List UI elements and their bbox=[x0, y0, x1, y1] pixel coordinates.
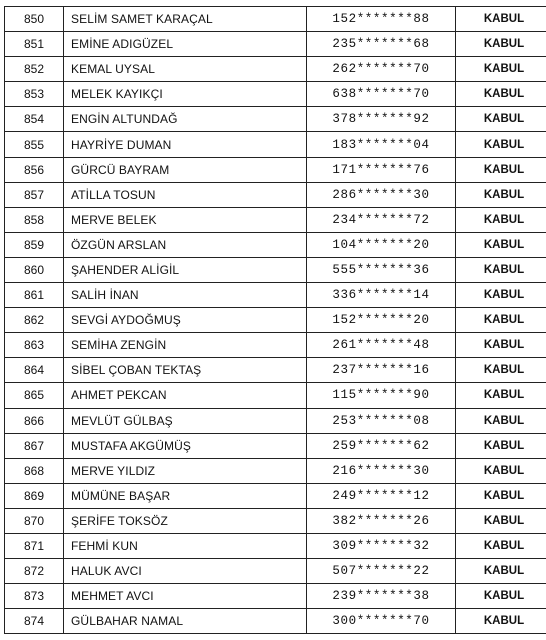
table-row bbox=[5, 559, 546, 584]
applicant-name-cell: ŞAHENDER ALİGİL bbox=[64, 257, 307, 282]
status-cell: KABUL bbox=[456, 257, 546, 282]
table-row bbox=[5, 408, 546, 433]
applicant-name-cell: SEMİHA ZENGİN bbox=[64, 333, 307, 358]
table-body bbox=[5, 7, 546, 634]
status-cell: KABUL bbox=[456, 333, 546, 358]
row-number-cell: 860 bbox=[5, 257, 64, 282]
masked-id-cell: 259*******62 bbox=[307, 433, 456, 458]
applicant-name-cell: GÜLBAHAR NAMAL bbox=[64, 609, 307, 634]
applicant-name-cell: SEVGİ AYDOĞMUŞ bbox=[64, 308, 307, 333]
masked-id-cell: 507*******22 bbox=[307, 559, 456, 584]
row-number-cell: 850 bbox=[5, 7, 64, 32]
table-row bbox=[5, 7, 546, 32]
row-number-cell: 853 bbox=[5, 82, 64, 107]
table-row bbox=[5, 283, 546, 308]
applicant-name-cell: MÜMÜNE BAŞAR bbox=[64, 483, 307, 508]
status-cell: KABUL bbox=[456, 508, 546, 533]
masked-id-cell: 286*******30 bbox=[307, 182, 456, 207]
status-cell: KABUL bbox=[456, 232, 546, 257]
status-cell: KABUL bbox=[456, 458, 546, 483]
row-number-cell: 854 bbox=[5, 107, 64, 132]
results-table bbox=[4, 6, 546, 634]
status-cell: KABUL bbox=[456, 483, 546, 508]
row-number-cell: 874 bbox=[5, 609, 64, 634]
row-number-cell: 862 bbox=[5, 308, 64, 333]
applicant-name-cell: ATİLLA TOSUN bbox=[64, 182, 307, 207]
masked-id-cell: 253*******08 bbox=[307, 408, 456, 433]
status-cell: KABUL bbox=[456, 584, 546, 609]
table-row bbox=[5, 232, 546, 257]
table-row bbox=[5, 533, 546, 558]
status-cell: KABUL bbox=[456, 283, 546, 308]
masked-id-cell: 235*******68 bbox=[307, 32, 456, 57]
row-number-cell: 871 bbox=[5, 533, 64, 558]
masked-id-cell: 234*******72 bbox=[307, 207, 456, 232]
row-number-cell: 864 bbox=[5, 358, 64, 383]
applicant-name-cell: MEHMET AVCI bbox=[64, 584, 307, 609]
table-row bbox=[5, 308, 546, 333]
applicant-name-cell: FEHMİ KUN bbox=[64, 533, 307, 558]
table-row bbox=[5, 333, 546, 358]
row-number-cell: 868 bbox=[5, 458, 64, 483]
row-number-cell: 851 bbox=[5, 32, 64, 57]
row-number-cell: 856 bbox=[5, 157, 64, 182]
applicant-name-cell: MELEK KAYIKÇI bbox=[64, 82, 307, 107]
row-number-cell: 858 bbox=[5, 207, 64, 232]
masked-id-cell: 378*******92 bbox=[307, 107, 456, 132]
applicant-name-cell: ENGİN ALTUNDAĞ bbox=[64, 107, 307, 132]
masked-id-cell: 152*******88 bbox=[307, 7, 456, 32]
applicant-name-cell: HALUK AVCI bbox=[64, 559, 307, 584]
row-number-cell: 873 bbox=[5, 584, 64, 609]
status-cell: KABUL bbox=[456, 308, 546, 333]
table-row bbox=[5, 584, 546, 609]
status-cell: KABUL bbox=[456, 107, 546, 132]
masked-id-cell: 115*******90 bbox=[307, 383, 456, 408]
table-row bbox=[5, 383, 546, 408]
applicant-name-cell: MUSTAFA AKGÜMÜŞ bbox=[64, 433, 307, 458]
table-row bbox=[5, 157, 546, 182]
table-row bbox=[5, 182, 546, 207]
status-cell: KABUL bbox=[456, 358, 546, 383]
table-row bbox=[5, 32, 546, 57]
masked-id-cell: 261*******48 bbox=[307, 333, 456, 358]
row-number-cell: 869 bbox=[5, 483, 64, 508]
table-row bbox=[5, 107, 546, 132]
status-cell: KABUL bbox=[456, 609, 546, 634]
table-row bbox=[5, 458, 546, 483]
masked-id-cell: 309*******32 bbox=[307, 533, 456, 558]
status-cell: KABUL bbox=[456, 559, 546, 584]
masked-id-cell: 336*******14 bbox=[307, 283, 456, 308]
masked-id-cell: 237*******16 bbox=[307, 358, 456, 383]
row-number-cell: 863 bbox=[5, 333, 64, 358]
row-number-cell: 865 bbox=[5, 383, 64, 408]
masked-id-cell: 382*******26 bbox=[307, 508, 456, 533]
table-row bbox=[5, 433, 546, 458]
masked-id-cell: 171*******76 bbox=[307, 157, 456, 182]
status-cell: KABUL bbox=[456, 32, 546, 57]
status-cell: KABUL bbox=[456, 7, 546, 32]
table-row bbox=[5, 82, 546, 107]
masked-id-cell: 239*******38 bbox=[307, 584, 456, 609]
status-cell: KABUL bbox=[456, 383, 546, 408]
status-cell: KABUL bbox=[456, 182, 546, 207]
table-row bbox=[5, 508, 546, 533]
status-cell: KABUL bbox=[456, 57, 546, 82]
applicant-name-cell: GÜRCÜ BAYRAM bbox=[64, 157, 307, 182]
row-number-cell: 859 bbox=[5, 232, 64, 257]
table-row bbox=[5, 609, 546, 634]
table-row bbox=[5, 207, 546, 232]
status-cell: KABUL bbox=[456, 207, 546, 232]
applicant-name-cell: MEVLÜT GÜLBAŞ bbox=[64, 408, 307, 433]
row-number-cell: 867 bbox=[5, 433, 64, 458]
applicant-name-cell: HAYRİYE DUMAN bbox=[64, 132, 307, 157]
row-number-cell: 866 bbox=[5, 408, 64, 433]
applicant-name-cell: MERVE YILDIZ bbox=[64, 458, 307, 483]
row-number-cell: 852 bbox=[5, 57, 64, 82]
masked-id-cell: 555*******36 bbox=[307, 257, 456, 282]
row-number-cell: 857 bbox=[5, 182, 64, 207]
status-cell: KABUL bbox=[456, 433, 546, 458]
status-cell: KABUL bbox=[456, 533, 546, 558]
applicant-name-cell: ŞERİFE TOKSÖZ bbox=[64, 508, 307, 533]
masked-id-cell: 249*******12 bbox=[307, 483, 456, 508]
applicant-name-cell: KEMAL UYSAL bbox=[64, 57, 307, 82]
applicant-name-cell: SİBEL ÇOBAN TEKTAŞ bbox=[64, 358, 307, 383]
masked-id-cell: 216*******30 bbox=[307, 458, 456, 483]
masked-id-cell: 104*******20 bbox=[307, 232, 456, 257]
row-number-cell: 861 bbox=[5, 283, 64, 308]
row-number-cell: 870 bbox=[5, 508, 64, 533]
table-row bbox=[5, 483, 546, 508]
masked-id-cell: 183*******04 bbox=[307, 132, 456, 157]
table-row bbox=[5, 132, 546, 157]
status-cell: KABUL bbox=[456, 132, 546, 157]
applicant-name-cell: SELİM SAMET KARAÇAL bbox=[64, 7, 307, 32]
applicant-name-cell: EMİNE ADIGÜZEL bbox=[64, 32, 307, 57]
applicant-name-cell: SALİH İNAN bbox=[64, 283, 307, 308]
status-cell: KABUL bbox=[456, 157, 546, 182]
table-row bbox=[5, 257, 546, 282]
table-row bbox=[5, 358, 546, 383]
applicant-name-cell: MERVE BELEK bbox=[64, 207, 307, 232]
row-number-cell: 872 bbox=[5, 559, 64, 584]
status-cell: KABUL bbox=[456, 408, 546, 433]
row-number-cell: 855 bbox=[5, 132, 64, 157]
table-row bbox=[5, 57, 546, 82]
masked-id-cell: 638*******70 bbox=[307, 82, 456, 107]
applicant-name-cell: ÖZGÜN ARSLAN bbox=[64, 232, 307, 257]
masked-id-cell: 262*******70 bbox=[307, 57, 456, 82]
status-cell: KABUL bbox=[456, 82, 546, 107]
masked-id-cell: 152*******20 bbox=[307, 308, 456, 333]
masked-id-cell: 300*******70 bbox=[307, 609, 456, 634]
applicant-name-cell: AHMET PEKCAN bbox=[64, 383, 307, 408]
